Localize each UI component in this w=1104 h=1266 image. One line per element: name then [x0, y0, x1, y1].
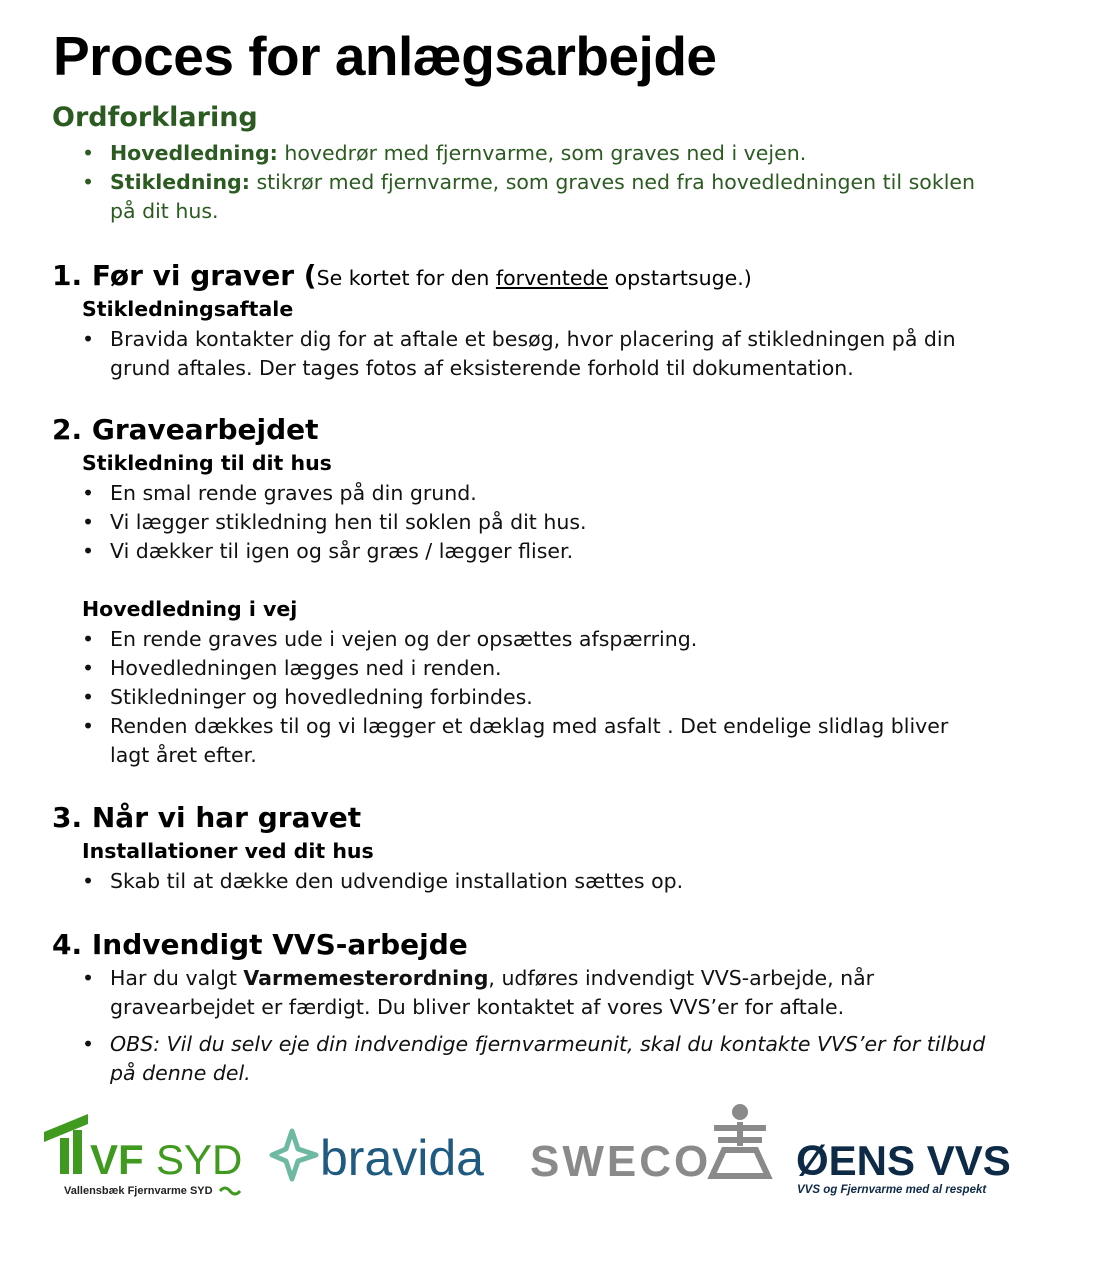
partner-logos — [0, 1095, 1104, 1215]
vfsyd-tagline: Vallensbæk Fjernvarme SYD — [64, 1185, 213, 1197]
note-text: Se kortet for den — [316, 266, 496, 290]
section-3-list — [82, 867, 992, 896]
oens-vvs-logo — [794, 1135, 1034, 1200]
list-item: • Vi lægger stikledning hen til soklen på dit hus. — [82, 508, 992, 537]
sweco-logo — [528, 1100, 778, 1190]
list-item: • Vi dækker til igen og sår græs / lægger fliser. — [82, 537, 992, 566]
glossary-term: Hovedledning: — [110, 141, 278, 165]
vfsyd-wordmark-vf: VF — [90, 1136, 144, 1183]
list-item — [82, 1030, 992, 1088]
sweco-wordmark: SWECO — [530, 1137, 712, 1186]
bravida-wordmark: bravida — [320, 1130, 484, 1185]
note-underlined-text: forventede — [495, 266, 609, 290]
section-4-heading: 4. Indvendigt VVS-arbejde — [52, 928, 468, 961]
italic-note: OBS: Vil du selv eje din indvendige fjernvarmeunit, skal du kontakte VVS’er for tilbud på denne del. — [110, 1032, 986, 1085]
glossary-item-hovedledning — [82, 139, 992, 168]
section-1-subheading: Stikledningsaftale — [82, 297, 294, 321]
section-2-heading: 2. Gravearbejdet — [52, 413, 319, 446]
list-item: • Stikledninger og hovedledning forbindes. — [82, 683, 992, 712]
list-item: • Bravida kontakter dig for at aftale et besøg, hvor placering af stikledningen på din grund aftales. Der tages fotos af eksisterende forhold til dokumentation. — [82, 325, 992, 383]
vfsyd-wordmark-syd: SYD — [156, 1136, 243, 1183]
section-4-list — [82, 964, 992, 1088]
list-item: • En rende graves ude i vejen og der opsættes afspærring. — [82, 625, 992, 654]
vfsyd-logo — [40, 1105, 245, 1200]
glossary-definition: stikrør med fjernvarme, som graves ned fra hovedledningen til soklen på dit hus. — [110, 170, 975, 223]
bravida-logo — [268, 1125, 498, 1185]
section-2-list-hovedledning — [82, 625, 992, 770]
section-1-heading — [52, 259, 752, 292]
glossary-list — [82, 139, 992, 226]
list-item: • En smal rende graves på din grund. — [82, 479, 992, 508]
section-1-note — [317, 266, 752, 290]
section-2-list-stikledning — [82, 479, 992, 566]
section-2-subheading-stikledning: Stikledning til dit hus — [82, 451, 332, 475]
bold-text: Varmemesterordning — [243, 966, 489, 990]
list-item: • Hovedledningen lægges ned i renden. — [82, 654, 992, 683]
glossary-term: Stikledning: — [110, 170, 250, 194]
section-3-heading: 3. Når vi har gravet — [52, 801, 362, 834]
note-text: opstartsuge.) — [608, 266, 752, 290]
oens-wordmark: ØENS VVS — [796, 1137, 1011, 1184]
list-item — [82, 964, 992, 1022]
oens-tagline: VVS og Fjernvarme med al respekt — [797, 1184, 987, 1196]
list-item: • Skab til at dække den udvendige installation sættes op. — [82, 867, 992, 896]
text: Har du valgt — [110, 966, 244, 990]
page-title: Proces for anlægsarbejde — [53, 25, 717, 87]
glossary-heading: Ordforklaring — [52, 102, 258, 133]
glossary-item-stikledning — [82, 168, 992, 226]
glossary-definition: hovedrør med fjernvarme, som graves ned i vejen. — [277, 141, 807, 165]
section-2-subheading-hovedledning: Hovedledning i vej — [82, 597, 298, 621]
list-item: • Renden dækkes til og vi lægger et dæklag med asfalt . Det endelige slidlag bliver lagt året efter. — [82, 712, 992, 770]
section-1-list — [82, 325, 992, 383]
text: , udføres indvendigt VVS-arbejde, når gravearbejdet er færdigt. Du bliver kontaktet af vores VVS’er for aftale. — [110, 966, 875, 1019]
section-3-subheading: Installationer ved dit hus — [82, 839, 374, 863]
section-1-title: 1. Før vi graver ( — [52, 259, 317, 292]
